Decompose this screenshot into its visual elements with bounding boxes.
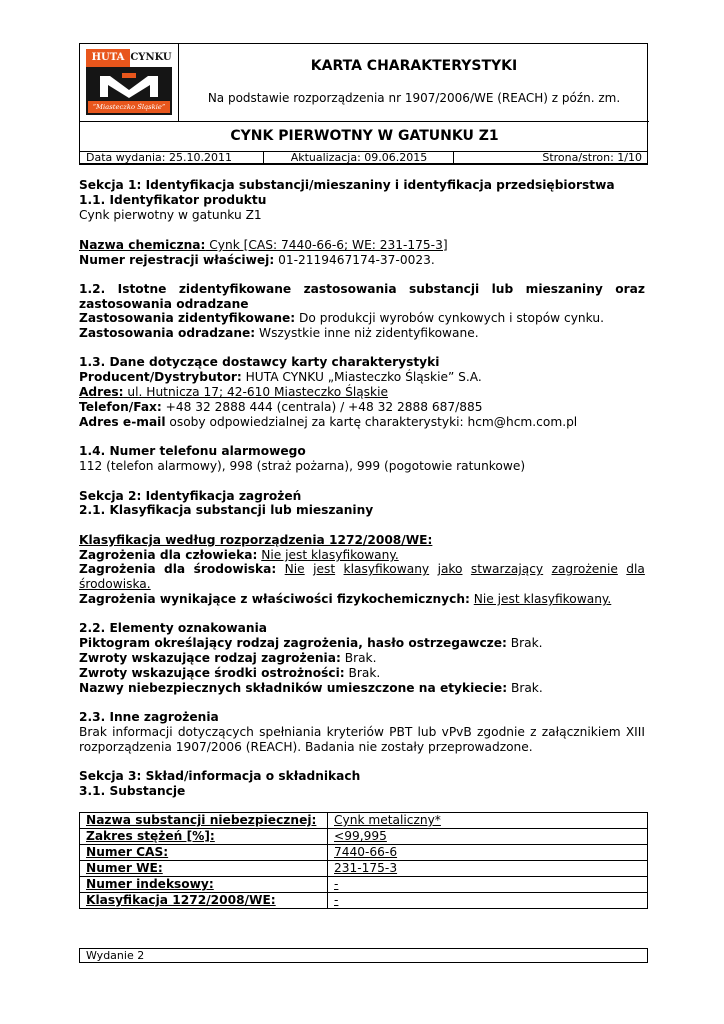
registration-row	[79, 253, 645, 268]
subsection-3-1-heading: 3.1. Substancje	[79, 784, 186, 798]
pictogram-value: Brak.	[506, 636, 543, 650]
identified-uses-row	[79, 311, 645, 326]
text-word: vPvB	[441, 725, 472, 739]
logo-brand-left: HUTA	[86, 49, 130, 67]
table-row	[80, 861, 648, 877]
issue-date: Data wydania: 25.10.2011	[86, 151, 232, 164]
subsection-1-3-heading: 1.3. Dane dotyczące dostawcy karty charakterystyki	[79, 355, 440, 369]
table-value: -	[328, 893, 648, 909]
subsection-1-2-heading-line1	[79, 282, 645, 297]
heading-word: substancji	[408, 282, 480, 296]
divider	[80, 121, 179, 122]
table-label: Zakres stężeń [%]:	[80, 829, 328, 845]
address-label: Adres:	[79, 385, 124, 399]
table-value: 7440-66-6	[328, 845, 648, 861]
human-hazards-value: Nie jest klasyfikowany.	[261, 548, 399, 562]
label-components-value: Brak.	[507, 681, 543, 695]
env-word: środowiska:	[193, 562, 277, 576]
heading-word: oraz	[615, 282, 645, 296]
subsection-1-1-heading: 1.1. Identyfikator produktu	[79, 193, 267, 207]
other-hazards-line1	[79, 725, 645, 740]
label-components-row	[79, 681, 645, 696]
text-word: z	[530, 725, 537, 739]
env-word: dla	[164, 562, 186, 576]
product-title: CYNK PIERWOTNY W GATUNKU Z1	[230, 128, 499, 144]
identified-uses-label: Zastosowania zidentyfikowane:	[79, 311, 296, 325]
heading-word: zastosowania	[303, 282, 397, 296]
table-row	[80, 813, 648, 829]
chemical-name-row	[79, 238, 645, 253]
hazard-statements-row	[79, 651, 645, 666]
table-row	[80, 845, 648, 861]
env-word: Nie	[284, 562, 305, 576]
text-word: spełniania	[259, 725, 322, 739]
env-word: stwarzający	[470, 562, 544, 576]
chemical-name-label: Nazwa chemiczna:	[79, 238, 206, 252]
logo-cell	[80, 44, 179, 121]
logo-tagline: “Miasteczko Śląskie”	[88, 101, 170, 113]
hazard-statements-value: Brak.	[340, 651, 377, 665]
document-subtitle: Na podstawie rozporządzenia nr 1907/2006/WE (REACH) z późn. zm.	[207, 91, 621, 105]
table-label: Klasyfikacja 1272/2008/WE:	[80, 893, 328, 909]
divider	[263, 152, 264, 164]
producer-value: HUTA CYNKU „Miasteczko Śląskie” S.A.	[241, 370, 482, 384]
subsection-2-2-heading: 2.2. Elementy oznakowania	[79, 621, 267, 635]
address-row	[79, 385, 645, 400]
precautionary-statements-value: Brak.	[344, 666, 381, 680]
phone-fax-row	[79, 400, 645, 415]
heading-word: Istotne	[117, 282, 167, 296]
text-word: XIII	[625, 725, 645, 739]
page-number: Strona/stron: 1/10	[542, 151, 642, 164]
section-1-heading: Sekcja 1: Identyfikacja substancji/mieszaniny i identyfikacja przedsiębiorstwa	[79, 178, 615, 192]
human-hazards-row	[79, 548, 645, 563]
phone-fax-label: Telefon/Fax:	[79, 400, 162, 414]
document-header	[79, 43, 648, 164]
divider	[179, 121, 649, 122]
update-date: Aktualizacja: 09.06.2015	[290, 151, 428, 164]
precautionary-statements-label: Zwroty wskazujące środki ostrożności:	[79, 666, 345, 680]
text-word: Brak	[79, 725, 107, 739]
env-word: jako	[437, 562, 463, 576]
subsection-1-2-heading-line2: zastosowania odradzane	[79, 297, 249, 311]
uses-advised-against-label: Zastosowania odradzane:	[79, 326, 256, 340]
divider	[453, 152, 454, 164]
heading-word: lub	[491, 282, 514, 296]
producer-label: Producent/Dystrybutor:	[79, 370, 242, 384]
subsection-2-3-heading: 2.3. Inne zagrożenia	[79, 710, 219, 724]
address-value: ul. Hutnicza 17; 42-610 Miasteczko Śląskie	[123, 385, 388, 399]
pictogram-label: Piktogram określający rodzaj zagrożenia, hasło ostrzegawcze:	[79, 636, 507, 650]
registration-value: 01-2119467174-37-0023.	[274, 253, 435, 267]
text-word: lub	[417, 725, 437, 739]
text-word: dotyczących	[177, 725, 254, 739]
text-word: zgodnie	[476, 725, 525, 739]
label-components-label: Nazwy niebezpiecznych składników umieszczone na etykiecie:	[79, 681, 508, 695]
text-word: kryteriów	[326, 725, 384, 739]
hazard-statements-label: Zwroty wskazujące rodzaj zagrożenia:	[79, 651, 341, 665]
phone-fax-value: +48 32 2888 444 (centrala) / +48 32 2888 687/885	[161, 400, 483, 414]
subsection-1-4-heading: 1.4. Numer telefonu alarmowego	[79, 444, 306, 458]
email-value: osoby odpowiedzialnej za kartę charakterystyki: hcm@hcm.com.pl	[165, 415, 578, 429]
environment-hazards-line2: środowiska.	[79, 577, 151, 591]
table-row	[80, 829, 648, 845]
company-logo	[86, 49, 172, 115]
other-hazards-line2: rozporządzenia 1907/2006 (REACH). Badania nie zostały przeprowadzone.	[79, 740, 533, 754]
text-word: informacji	[112, 725, 173, 739]
emergency-numbers: 112 (telefon alarmowy), 998 (straż pożarna), 999 (pogotowie ratunkowe)	[79, 459, 526, 473]
physchem-hazards-row	[79, 592, 645, 607]
email-label: Adres e-mail	[79, 415, 166, 429]
table-value: Cynk metaliczny*	[328, 813, 648, 829]
product-identifier: Cynk pierwotny w gatunku Z1	[79, 208, 262, 222]
physchem-hazards-value: Nie jest klasyfikowany.	[473, 592, 612, 606]
heading-word: zidentyfikowane	[178, 282, 292, 296]
table-label: Numer WE:	[80, 861, 328, 877]
producer-row	[79, 370, 645, 385]
env-word: klasyfikowany	[343, 562, 430, 576]
table-row	[80, 877, 648, 893]
table-value: <99,995	[328, 829, 648, 845]
heading-word: 1.2.	[79, 282, 106, 296]
table-row	[80, 893, 648, 909]
human-hazards-label: Zagrożenia dla człowieka:	[79, 548, 258, 562]
substance-table	[79, 812, 648, 909]
text-word: PBT	[389, 725, 413, 739]
classification-heading: Klasyfikacja według rozporządzenia 1272/2008/WE:	[79, 533, 433, 547]
physchem-hazards-label: Zagrożenia wynikające z właściwości fizykochemicznych:	[79, 592, 470, 606]
env-word: zagrożenie	[551, 562, 618, 576]
table-label: Numer indeksowy:	[80, 877, 328, 893]
section-2-heading: Sekcja 2: Identyfikacja zagrożeń	[79, 489, 302, 503]
env-word: dla	[626, 562, 645, 576]
table-label: Numer CAS:	[80, 845, 328, 861]
document-meta-row	[79, 151, 648, 165]
table-value: 231-175-3	[328, 861, 648, 877]
chemical-name-value: Cynk [CAS: 7440-66-6; WE: 231-175-3]	[205, 238, 448, 252]
registration-label: Numer rejestracji właściwej:	[79, 253, 275, 267]
email-row	[79, 415, 645, 430]
precautionary-statements-row	[79, 666, 645, 681]
env-word: Zagrożenia	[79, 562, 156, 576]
uses-advised-against-value: Wszystkie inne niż zidentyfikowane.	[255, 326, 479, 340]
identified-uses-value: Do produkcji wyrobów cynkowych i stopów cynku.	[295, 311, 604, 325]
footer-edition: Wydanie 2	[79, 948, 648, 963]
logo-mark-icon	[96, 70, 162, 100]
section-3-heading: Sekcja 3: Skład/informacja o składnikach	[79, 769, 361, 783]
table-value: -	[328, 877, 648, 893]
heading-word: mieszaniny	[525, 282, 603, 296]
env-word: jest	[313, 562, 336, 576]
subsection-2-1-heading: 2.1. Klasyfikacja substancji lub mieszaniny	[79, 503, 374, 517]
uses-advised-against-row	[79, 326, 645, 341]
pictogram-row	[79, 636, 645, 651]
logo-brand-right: CYNKU	[130, 49, 172, 67]
environment-hazards-line1	[79, 562, 645, 577]
table-label: Nazwa substancji niebezpiecznej:	[80, 813, 328, 829]
text-word: załącznikiem	[541, 725, 621, 739]
document-title: KARTA CHARAKTERYSTYKI	[310, 58, 518, 74]
